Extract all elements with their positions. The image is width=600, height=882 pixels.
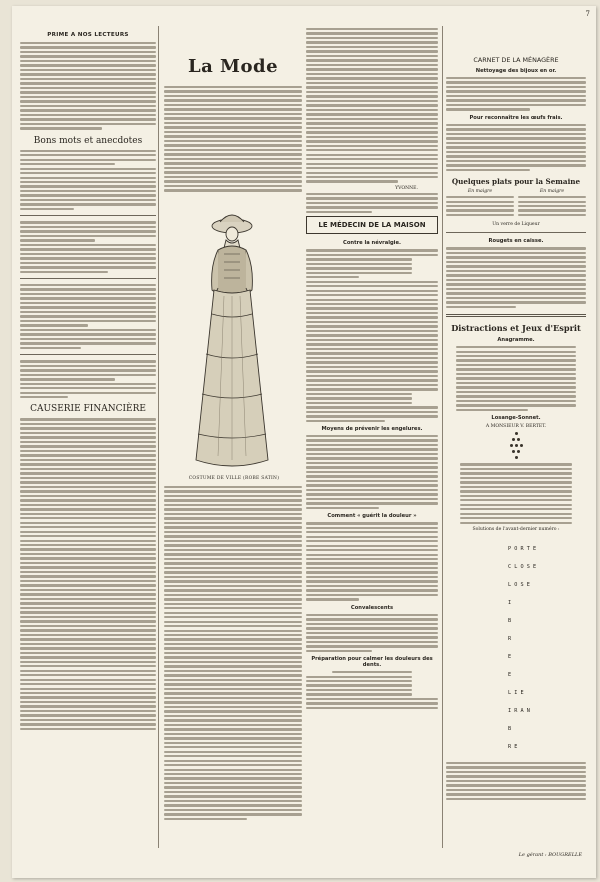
losange-dots xyxy=(446,431,586,461)
text-block xyxy=(20,284,156,349)
medecin-banner: LE MÉDECIN DE LA MAISON xyxy=(306,216,438,234)
text-block xyxy=(446,247,586,308)
text-block xyxy=(306,671,438,709)
engelures-title: Moyens de prévenir les engelures. xyxy=(321,425,423,432)
text-block xyxy=(164,486,302,820)
figure-caption: COSTUME DE VILLE (ROBE SATIN) xyxy=(188,476,280,481)
menu-left-head: En maigre xyxy=(467,189,493,195)
text-block xyxy=(20,418,156,730)
word-grid: P O R T E C L O S E L O S E I B R E E L I E I R A N B R E xyxy=(508,545,537,750)
goutte-title: Comment « guérit la douleur » xyxy=(327,513,417,520)
newspaper-page xyxy=(12,6,596,878)
causerie-title: CAUSERIE FINANCIÈRE xyxy=(30,404,146,415)
prime-header: PRIME A NOS LECTEURS xyxy=(47,32,129,38)
oeufs-title: Pour reconnaître les œufs frais. xyxy=(469,114,563,121)
text-block xyxy=(306,28,438,183)
distractions-title: Distractions et Jeux d'Esprit xyxy=(451,323,581,334)
text-block xyxy=(20,221,156,273)
fashion-illustration xyxy=(184,204,278,474)
nettoyage-title: Nettoyage des bijoux en or. xyxy=(475,68,557,74)
text-block xyxy=(446,77,586,111)
column-4 xyxy=(446,28,586,803)
column-3 xyxy=(306,28,438,712)
bons-mots-title: Bons mots et anecdotes xyxy=(33,135,143,146)
losange-author: A MONSIEUR V. BERTET. xyxy=(485,424,547,430)
preparation-title: Préparation pour calmer les douleurs des dents. xyxy=(311,656,433,669)
rougets-title: Rougets en caisse. xyxy=(488,238,544,245)
text-block xyxy=(306,193,438,213)
column-2 xyxy=(164,86,302,195)
convalescents-title: Convalescents xyxy=(350,604,394,611)
menus-title: Quelques plats pour la Semaine xyxy=(451,177,581,187)
text-block xyxy=(20,42,156,130)
text-block xyxy=(446,762,586,800)
text-block xyxy=(446,463,586,524)
text-block xyxy=(446,124,586,171)
column-2-lower xyxy=(164,486,302,823)
menu-right-head: En maigre xyxy=(539,189,565,195)
anagramme-title: Anagramme. xyxy=(497,337,535,344)
column-divider xyxy=(158,26,159,848)
signature: YVONNE. xyxy=(395,185,418,191)
text-block xyxy=(164,86,302,192)
la-mode-title: La Mode xyxy=(187,56,279,77)
menu-box xyxy=(446,189,586,219)
text-block xyxy=(20,150,156,211)
losange-title: Losange-Sonnet. xyxy=(491,415,541,422)
text-block xyxy=(306,522,438,601)
page-number: 7 xyxy=(585,10,590,18)
verre-label: Un verre de Liqueur xyxy=(492,222,540,228)
text-block xyxy=(306,435,438,509)
column-divider xyxy=(442,26,443,848)
text-block xyxy=(306,614,438,652)
solution-line: Solutions de l'avant-dernier numéro : xyxy=(472,526,560,532)
text-block xyxy=(306,249,438,422)
text-block xyxy=(20,360,156,398)
column-1 xyxy=(20,28,156,733)
nevralgie-title: Contre la névralgie. xyxy=(343,240,401,247)
text-block xyxy=(446,346,586,411)
carnet-title: CARNET DE LA MÉNAGÈRE xyxy=(473,56,559,64)
footer-gerant: Le gérant : BOUGRELLE xyxy=(518,852,582,858)
